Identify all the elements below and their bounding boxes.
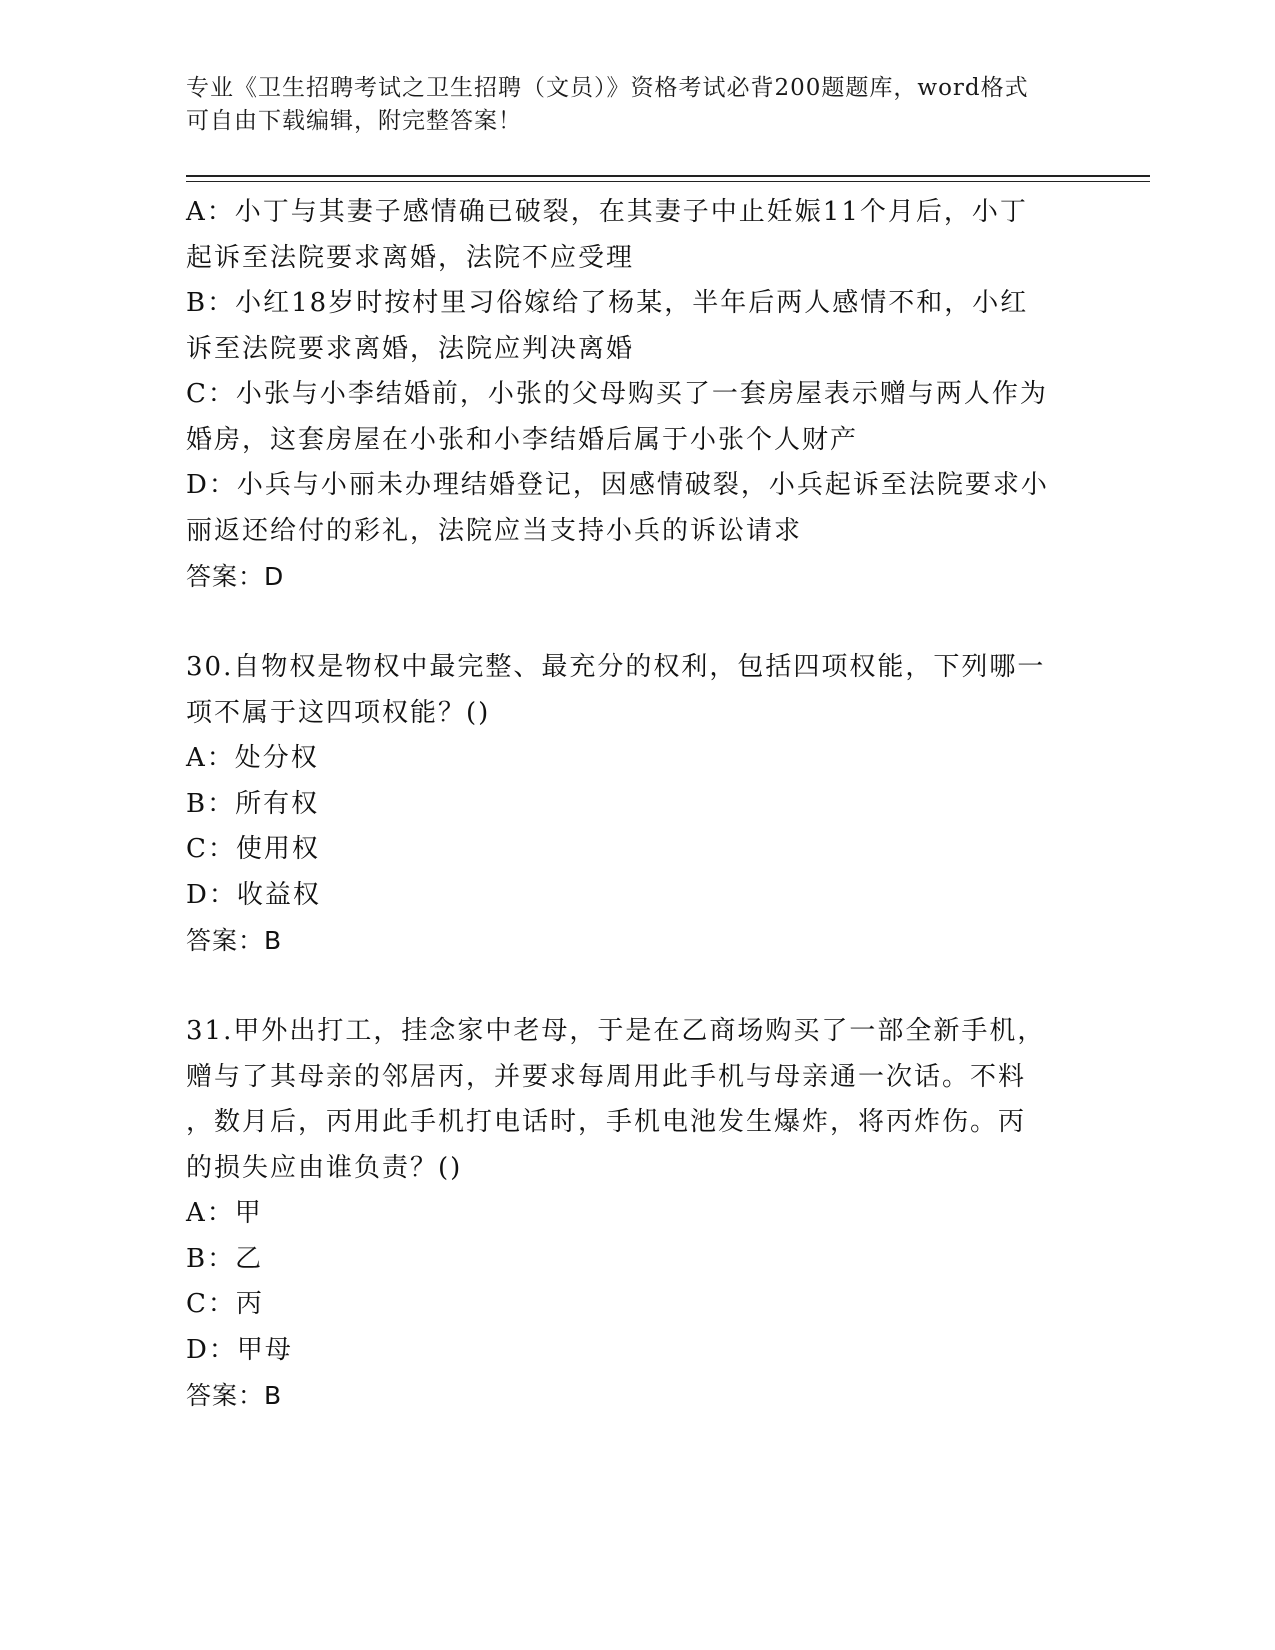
option-c: C：使用权 <box>186 834 320 864</box>
question-stem-line-1: 30.自物权是物权中最完整、最充分的权利，包括四项权能，下列哪一 <box>186 652 1046 682</box>
option-b-line-1: B：小红18岁时按村里习俗嫁给了杨某，半年后两人感情不和，小红 <box>186 288 1029 318</box>
spacer <box>186 964 1086 1010</box>
option-a-line-1: A：小丁与其妻子感情确已破裂，在其妻子中止妊娠11个月后，小丁 <box>186 197 1028 227</box>
spacer <box>186 600 1086 646</box>
option-b: B：乙 <box>186 1243 264 1274</box>
document-header <box>186 72 1066 138</box>
previous-question-options <box>186 190 1086 600</box>
option-c-line-1: C：小张与小李结婚前，小张的父母购买了一套房屋表示赠与两人作为 <box>186 379 1048 409</box>
option-d: D：甲母 <box>186 1334 293 1365</box>
header-divider-thin <box>186 181 1150 182</box>
answer-label: 答案：B <box>186 926 283 955</box>
answer-label: 答案：D <box>186 562 285 591</box>
question-content <box>186 190 1086 1419</box>
option-b-line-2: 诉至法院要求离婚，法院应判决离婚 <box>186 333 635 364</box>
option-a: A：甲 <box>186 1198 263 1228</box>
question-stem-line-2: 赠与了其母亲的邻居丙，并要求每周用此手机与母亲通一次话。不料 <box>186 1061 1027 1092</box>
option-d: D：收益权 <box>186 879 321 910</box>
question-30 <box>186 645 1086 964</box>
option-d-line-1: D：小兵与小丽未办理结婚登记，因感情破裂，小兵起诉至法院要求小 <box>186 470 1049 500</box>
question-stem-line-3: ，数月后，丙用此手机打电话时，手机电池发生爆炸，将丙炸伤。丙 <box>186 1107 1027 1137</box>
option-a-line-2: 起诉至法院要求离婚，法院不应受理 <box>186 242 635 273</box>
question-stem-line-2: 项不属于这四项权能？() <box>186 697 491 728</box>
question-stem-line-4: 的损失应由谁负责？() <box>186 1152 463 1183</box>
option-c-line-2: 婚房，这套房屋在小张和小李结婚后属于小张个人财产 <box>186 424 859 455</box>
question-stem-line-1: 31.甲外出打工，挂念家中老母，于是在乙商场购买了一部全新手机， <box>186 1016 1046 1046</box>
option-a: A：处分权 <box>186 743 319 773</box>
header-divider-thick <box>186 175 1150 177</box>
header-line-2: 可自由下载编辑，附完整答案！ <box>186 108 522 134</box>
option-d-line-2: 丽返还给付的彩礼，法院应当支持小兵的诉讼请求 <box>186 515 803 546</box>
question-31 <box>186 1009 1086 1419</box>
header-line-1: 专业《卫生招聘考试之卫生招聘（文员）》资格考试必背200题题库，word格式 <box>186 75 1029 101</box>
option-c: C：丙 <box>186 1289 264 1319</box>
answer-label: 答案：B <box>186 1381 283 1410</box>
option-b: B：所有权 <box>186 788 320 819</box>
